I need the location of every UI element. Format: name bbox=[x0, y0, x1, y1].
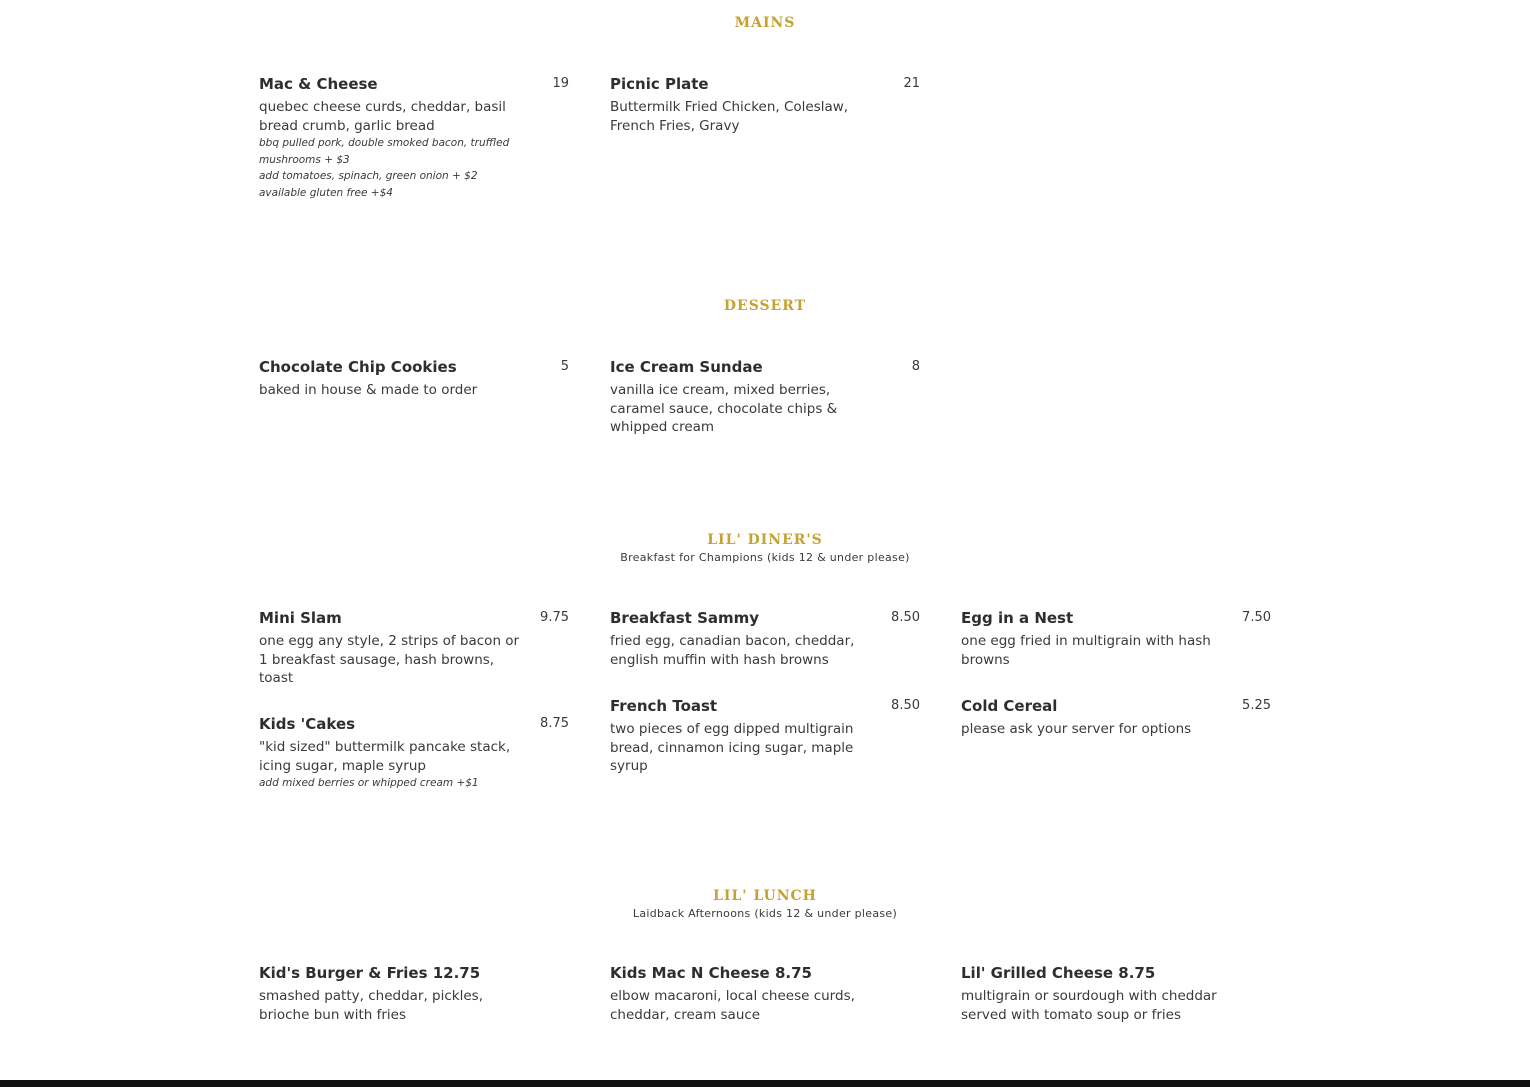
item-note: available gluten free +$4 bbox=[259, 186, 393, 199]
item-name: Mini Slam bbox=[259, 609, 342, 627]
item-description: quebec cheese curds, cheddar, basil bread crumb, garlic bread bbox=[259, 99, 506, 134]
item-description: smashed patty, cheddar, pickles, brioche bun with fries bbox=[259, 988, 483, 1023]
item-description: elbow macaroni, local cheese curds, cheddar, cream sauce bbox=[610, 988, 855, 1023]
item-price: 19 bbox=[552, 76, 569, 91]
item-name: Kid's Burger & Fries 12.75 bbox=[259, 964, 481, 982]
item-name: Chocolate Chip Cookies bbox=[259, 358, 457, 376]
item-description: baked in house & made to order bbox=[259, 382, 478, 398]
section-title-lil-diners: LIL' DINER'S bbox=[707, 532, 823, 548]
section-subtitle-lil-diners: Breakfast for Champions (kids 12 & under please) bbox=[620, 551, 910, 564]
item-description: "kid sized" buttermilk pancake stack, icing sugar, maple syrup bbox=[259, 739, 511, 774]
item-name: Picnic Plate bbox=[610, 75, 709, 93]
item-price: 7.50 bbox=[1242, 610, 1271, 625]
item-name: Kids 'Cakes bbox=[259, 715, 356, 733]
section-subtitle-lil-lunch: Laidback Afternoons (kids 12 & under please) bbox=[632, 907, 898, 920]
item-name: Lil' Grilled Cheese 8.75 bbox=[961, 964, 1156, 982]
item-description: fried egg, canadian bacon, cheddar, english muffin with hash browns bbox=[610, 633, 855, 668]
item-description: one egg any style, 2 strips of bacon or 1 breakfast sausage, hash browns, toast bbox=[259, 633, 520, 686]
section-title-dessert: DESSERT bbox=[723, 298, 807, 314]
item-price: 8.75 bbox=[540, 716, 569, 731]
item-notes bbox=[259, 775, 527, 792]
item-price: 9.75 bbox=[540, 610, 569, 625]
item-description: Buttermilk Fried Chicken, Coleslaw, French Fries, Gravy bbox=[610, 99, 849, 134]
item-notes bbox=[259, 135, 527, 201]
item-price: 8.50 bbox=[891, 698, 920, 713]
item-description: please ask your server for options bbox=[961, 721, 1192, 737]
item-note: bbq pulled pork, double smoked bacon, truffled mushrooms + $3 bbox=[259, 137, 510, 166]
item-description: vanilla ice cream, mixed berries, caramel sauce, chocolate chips & whipped cream bbox=[610, 382, 838, 435]
item-name: French Toast bbox=[610, 697, 718, 715]
item-name: Mac & Cheese bbox=[259, 75, 378, 93]
item-note: add tomatoes, spinach, green onion + $2 bbox=[259, 170, 478, 182]
item-price: 5.25 bbox=[1242, 698, 1271, 713]
section-title-lil-lunch: LIL' LUNCH bbox=[713, 888, 817, 904]
item-name: Cold Cereal bbox=[961, 697, 1058, 715]
footer-bar bbox=[0, 1080, 1530, 1087]
item-name: Egg in a Nest bbox=[961, 609, 1074, 627]
item-note: add mixed berries or whipped cream +$1 bbox=[259, 777, 479, 789]
item-price: 5 bbox=[560, 359, 569, 374]
item-name: Breakfast Sammy bbox=[610, 609, 760, 627]
section-title-mains: MAINS bbox=[734, 15, 796, 31]
item-price: 21 bbox=[903, 76, 920, 91]
item-name: Kids Mac N Cheese 8.75 bbox=[610, 964, 812, 982]
item-description: one egg fried in multigrain with hash browns bbox=[961, 633, 1211, 668]
item-price: 8.50 bbox=[891, 610, 920, 625]
item-name: Ice Cream Sundae bbox=[610, 358, 763, 376]
item-price: 8 bbox=[911, 359, 920, 374]
item-description: multigrain or sourdough with cheddar served with tomato soup or fries bbox=[961, 988, 1217, 1023]
item-description: two pieces of egg dipped multigrain bread, cinnamon icing sugar, maple syrup bbox=[610, 721, 854, 774]
